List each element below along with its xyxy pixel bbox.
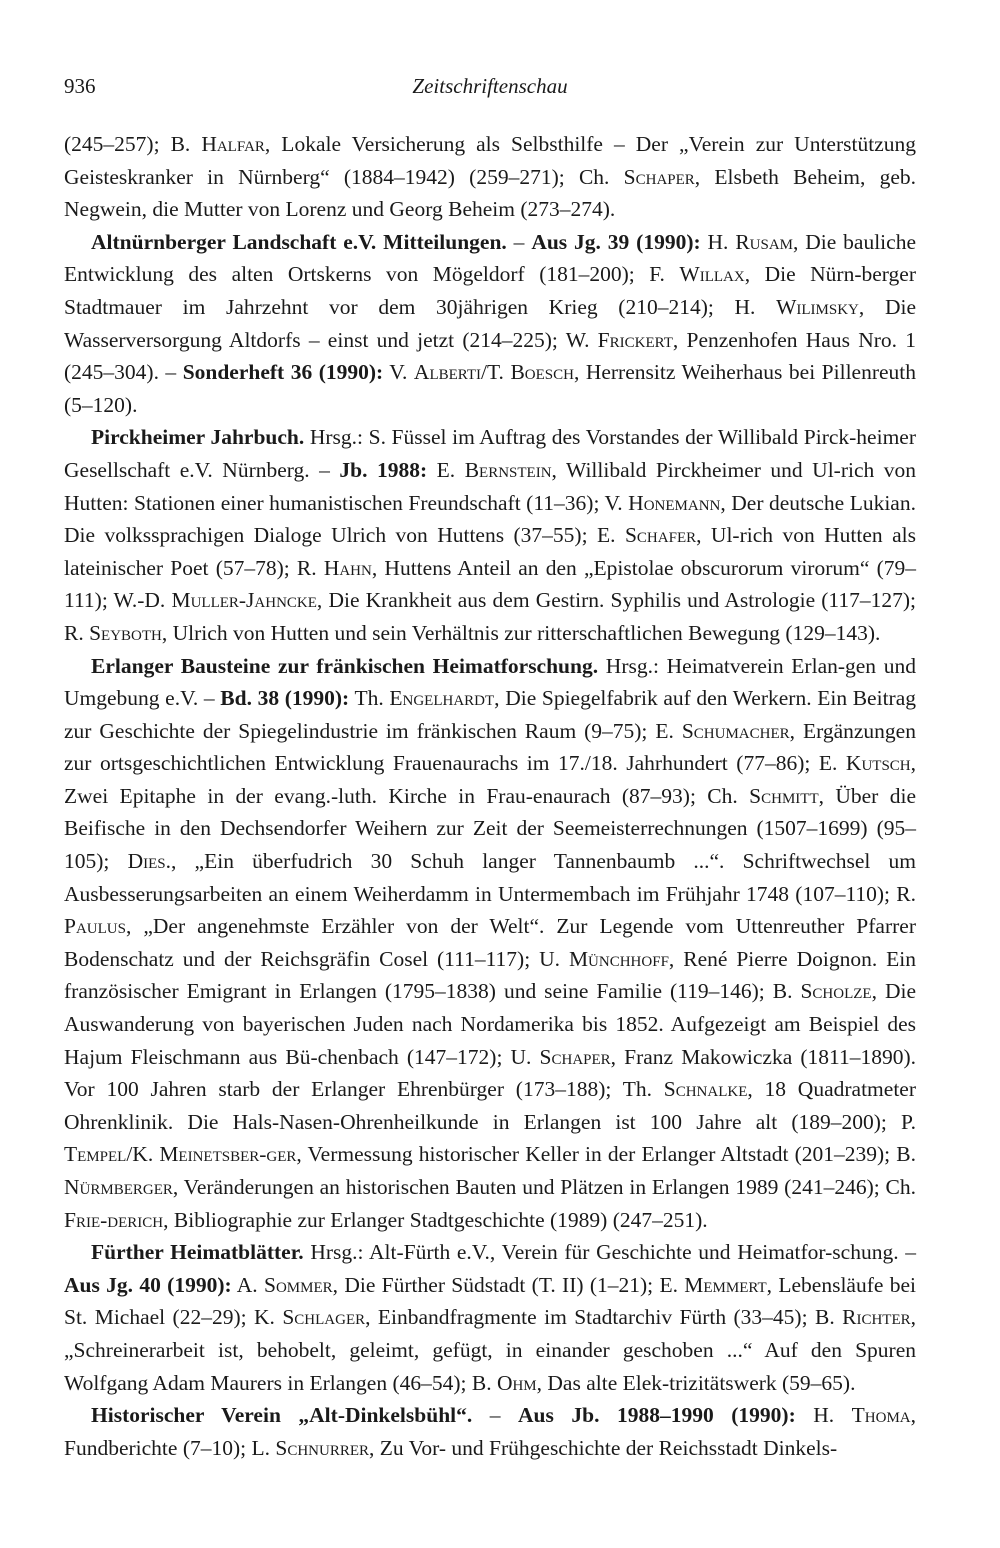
author-name: Schmitt (749, 783, 819, 808)
entry-text: H. (795, 1403, 852, 1428)
journal-heading: Altnürnberger Landschaft e.V. Mitteilungen. (91, 229, 507, 254)
entry-text: , Einbandfragmente im Stadtarchiv Fürth (33–45); B. (365, 1305, 843, 1330)
author-name: Halfar (201, 132, 265, 156)
bibliography-entry (64, 226, 916, 422)
entry-text: , „Der angenehmste Erzähler von der Welt“. Zur Legende vom Uttenreuther Pfarrer Bodenschatz und der Reichsgräfin Cosel (111–117); U. (64, 914, 916, 971)
entry-text: , Willibald Pirckheimer und Ul-rich von Hutten: Stationen einer humanistischen Freundschaft (11–36); V. (64, 457, 917, 515)
entry-text: , Bibliographie zur Erlanger Stadtgeschichte (1989) (247–251). (163, 1207, 708, 1232)
author-name: Nürmberger (64, 1175, 173, 1199)
author-name: Memmert (684, 1272, 767, 1297)
document-page (64, 70, 916, 1464)
entry-text: E. (427, 457, 465, 482)
entry-text: , Über die Beifische in den Dechsendorfer Weihern zur Zeit der Seemeisterrechnungen (1507–1699) (95–105); (64, 783, 916, 874)
entry-text: , Die Auswanderung von bayerischen Juden nach Nordamerika bis 1852. Aufgezeigt am Beispiel des Hajum Fleischmann aus Bü-chenbach (147–172); U. (64, 979, 916, 1069)
journal-heading: Jb. 1988: (339, 457, 428, 482)
author-name: Richter (842, 1305, 911, 1330)
entry-text: , Die bauliche Entwicklung des alten Ortskerns von Mögeldorf (181–200); F. (64, 229, 916, 287)
entry-text: – (506, 229, 532, 254)
entry-text: , Das alte Elek-trizitätswerk (59–65). (536, 1370, 856, 1395)
journal-heading: Aus Jg. 40 (1990): (64, 1272, 232, 1297)
entry-text: , Veränderungen an historischen Bauten und Plätzen in Erlangen 1989 (241–246); Ch. (172, 1175, 916, 1199)
entry-text: , 18 Quadratmeter Ohrenklinik. Die Hals-Nasen-Ohrenheilkunde in Erlangen ist 100 Jahre alt (189–200); P. (64, 1077, 916, 1134)
entry-text: , Ulrich von Hutten und sein Verhältnis zur ritterschaftlichen Bewegung (129–143). (161, 620, 881, 645)
entry-text: , Fundberichte (7–10); L. (64, 1403, 917, 1460)
bibliography-entry (64, 128, 916, 226)
journal-heading: Aus Jg. 39 (1990): (531, 229, 701, 254)
entry-text: /K. (126, 1142, 160, 1167)
entry-text: , Franz Makowiczka (1811–1890). Vor 100 Jahren starb der Erlanger Ehrenbürger (173–188); Th. (64, 1044, 916, 1102)
journal-heading: Fürther Heimatblätter. (91, 1240, 304, 1265)
author-name: Schlager (282, 1305, 366, 1330)
page-header (64, 70, 916, 104)
bibliography-entry (64, 1399, 916, 1464)
author-name: Tempel (64, 1142, 127, 1167)
author-name: Schumacher (681, 718, 790, 743)
author-name: Muller-Jahncke (171, 588, 317, 613)
author-name: Willax (679, 262, 745, 287)
journal-heading: Historischer Verein „Alt-Dinkelsbühl“. (91, 1403, 473, 1428)
author-name: Scholze (800, 979, 872, 1004)
entry-text: , Huttens Anteil an den „Epistolae obscurorum virorum“ (79–111); W.-D. (64, 555, 916, 613)
entry-text: , Lokale Versicherung als Selbsthilfe – Der „Verein zur Unterstützung Geisteskranker in Nürnberg“ (1884–1942) (259–271); Ch. (64, 132, 916, 189)
entry-text: , Herrensitz Weiherhaus bei Pillenreuth (5–120). (64, 360, 917, 417)
entry-text: , Elsbeth Beheim, geb. Negwein, die Mutter von Lorenz und Georg Beheim (273–274). (64, 164, 917, 222)
author-name: Rusam (735, 229, 793, 254)
page-number: 936 (64, 74, 96, 98)
author-name: Schnalke (663, 1077, 748, 1102)
author-name: Schaper (539, 1044, 611, 1069)
author-name: Seyboth (89, 620, 162, 645)
author-name: Frie-derich (64, 1207, 164, 1232)
entry-text: /T. (481, 360, 511, 385)
author-name: Wilimsky (776, 294, 859, 319)
entry-text: , Die Krankheit aus dem Gestirn. Syphilis und Astrologie (117–127); R. (64, 588, 916, 645)
entry-text: , Ergänzungen zur ortsgeschichtlichen Entwicklung Frauenaurachs im 17./18. Jahrhundert (77–86); E. (64, 718, 916, 776)
author-name: Schafer (624, 523, 697, 548)
entry-text: , Ul-rich von Hutten als lateinischer Poet (57–78); R. (64, 523, 916, 580)
entry-text: , Zwei Epitaphe in der evang.-luth. Kirche in Frau-enaurach (87–93); Ch. (64, 751, 916, 808)
entry-text: , Zu Vor- und Frühgeschichte der Reichsstadt Dinkels- (369, 1435, 838, 1460)
journal-heading: Sonderheft 36 (1990): (182, 360, 384, 385)
entry-text: , Der deutsche Lukian. Die volkssprachigen Dialoge Ulrich von Huttens (37–55); E. (64, 490, 916, 548)
entry-text: V. (383, 360, 414, 385)
entry-text: , Die Wasserversorgung Altdorfs – einst und jetzt (214–225); W. (64, 294, 916, 352)
author-name: Engelhardt (389, 686, 495, 711)
entry-text: , Lebensläufe bei St. Michael (22–29); K. (64, 1272, 916, 1330)
journal-heading: Aus Jb. 1988–1990 (1990): (518, 1403, 796, 1428)
author-name: Schaper (623, 164, 695, 189)
entry-text: Hrsg.: S. Füssel im Auftrag des Vorstandes der Willibald Pirck-heimer Gesellschaft e.V. Nürnberg. – (64, 425, 916, 482)
entry-text: Hrsg.: Heimatverein Erlan-gen und Umgebung e.V. – (64, 653, 916, 711)
author-name: Frickert (597, 327, 673, 352)
author-name: Boesch (510, 360, 574, 385)
running-title: Zeitschriftenschau (412, 74, 568, 98)
entry-text: , „Ein überfudrich 30 Schuh langer Tannenbaumb ...“. Schriftwechsel um Ausbesserungsarbeiten an einem Weiherdamm in Untermembach im Frühjahr 1748 (107–110); R. (64, 849, 917, 906)
entry-text: , Die Fürther Südstadt (T. II) (1–21); E. (332, 1272, 685, 1297)
author-name: Münchhoff (568, 946, 669, 971)
journal-heading: Bd. 38 (1990): (220, 686, 350, 711)
author-name: Sommer (264, 1272, 333, 1297)
entry-text: , Die Nürn-berger Stadtmauer im Jahrzehnt vor dem 30jährigen Krieg (210–214); H. (64, 262, 916, 319)
entry-text: Hrsg.: Alt-Fürth e.V., Verein für Geschichte und Heimatfor-schung. – (303, 1240, 916, 1265)
author-name: Bernstein (464, 457, 552, 482)
journal-heading: Pirckheimer Jahrbuch. (91, 425, 305, 450)
entry-text: , Vermessung historischer Keller in der Erlanger Altstadt (201–239); B. (296, 1142, 916, 1167)
entry-text: H. (700, 229, 736, 254)
author-name: Paulus (64, 914, 126, 939)
entry-text: – (472, 1403, 519, 1428)
bibliography-entry (64, 421, 916, 649)
bibliography-entry (64, 650, 916, 1237)
bibliography-entry (64, 1236, 916, 1399)
entry-text: , Penzenhofen Haus Nro. 1 (245–304). – (64, 327, 916, 385)
entry-text: Th. (349, 686, 390, 711)
author-name: Dies. (127, 849, 171, 874)
entry-text: A. (231, 1272, 264, 1297)
entry-text: , René Pierre Doignon. Ein französischer Emigrant in Erlangen (1795–1838) und seine Familie (119–146); B. (64, 946, 916, 1004)
journal-heading: Erlanger Bausteine zur fränkischen Heimatforschung. (91, 653, 599, 678)
entry-text: , „Schreinerarbeit ist, behobelt, geleimt, gefügt, in einander geschoben ...“ Auf den Spuren Wolfgang Adam Maurers in Erlangen (46–54); B. (64, 1305, 916, 1395)
author-name: Meinetsber-ger (159, 1142, 297, 1167)
author-name: Schnurrer (275, 1435, 370, 1460)
bibliography-entries (64, 128, 916, 1464)
entry-text: , Die Spiegelfabrik auf den Werkern. Ein Beitrag zur Geschichte der Spiegelindustrie im fränkischen Raum (9–75); E. (64, 686, 917, 743)
author-name: Hahn (323, 555, 372, 580)
author-name: Alberti (413, 360, 482, 385)
entry-text: (245–257); B. (64, 132, 202, 156)
author-name: Honemann (628, 490, 721, 515)
author-name: Thoma (851, 1403, 911, 1428)
author-name: Kutsch (845, 751, 911, 776)
author-name: Ohm (496, 1370, 537, 1395)
